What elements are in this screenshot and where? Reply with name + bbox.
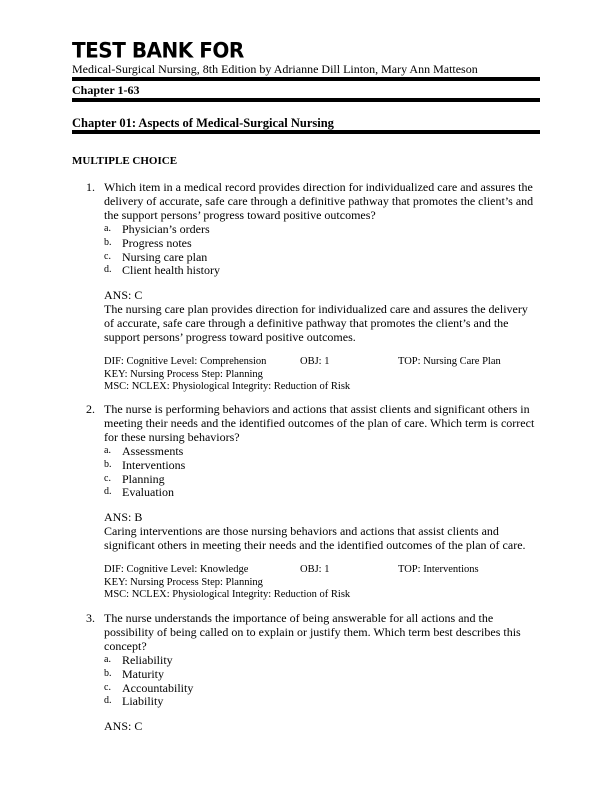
option-letter: b. xyxy=(104,236,112,248)
question-3 xyxy=(72,611,540,733)
option-text: Liability xyxy=(122,694,164,709)
difficulty: DIF: Cognitive Level: Knowledge xyxy=(104,564,249,576)
option-text: Planning xyxy=(122,471,165,486)
option-letter: d. xyxy=(104,264,112,276)
option-letter: d. xyxy=(104,695,112,707)
book-subtitle: Medical-Surgical Nursing, 8th Edition by Adrianne Dill Linton, Mary Ann Matteson xyxy=(72,62,478,76)
option-b xyxy=(104,458,540,472)
chapter-range: Chapter 1-63 xyxy=(72,83,140,97)
question-2 xyxy=(72,402,540,602)
chapter-rule xyxy=(72,130,540,134)
option-d xyxy=(104,485,540,499)
option-c xyxy=(104,681,540,695)
option-c xyxy=(104,472,540,486)
answer-key: ANS: C xyxy=(104,288,143,303)
misc: MSC: NCLEX: Physiological Integrity: Reduction of Risk xyxy=(104,589,351,601)
option-text: Physician’s orders xyxy=(122,222,210,236)
option-text: Interventions xyxy=(122,457,186,472)
option-d xyxy=(104,263,540,277)
section-label: MULTIPLE CHOICE xyxy=(72,155,178,167)
option-text: Maturity xyxy=(122,666,164,681)
header-rule-bottom xyxy=(72,98,540,102)
option-a xyxy=(104,653,540,667)
question-number: 2. xyxy=(86,402,95,416)
objective: OBJ: 1 xyxy=(300,564,330,576)
question-stem: Which item in a medical record provides direction for individualized care and assures the delivery of accurate, safe care through a definitive pathway that promotes the client’s and the support persons’ progress toward positive outcomes? xyxy=(104,180,534,222)
option-text: Nursing care plan xyxy=(122,249,208,264)
option-letter: a. xyxy=(104,445,111,456)
option-text: Assessments xyxy=(122,444,184,458)
keyword: KEY: Nursing Process Step: Planning xyxy=(104,576,263,588)
question-1 xyxy=(72,180,540,394)
option-a xyxy=(104,444,540,458)
question-number: 3. xyxy=(86,611,95,625)
question-stem: The nurse is performing behaviors and actions that assist clients and significant others in meeting their needs and the identified outcomes of the plan of care. Which term is correct for these nursing behaviors? xyxy=(104,402,535,444)
rationale: The nursing care plan provides direction for individualized care and assures the delivery of accurate, safe care through a definitive pathway that promotes the client’s and the support persons’ progress toward positive outcomes. xyxy=(104,302,528,345)
option-d xyxy=(104,694,540,708)
rationale: Caring interventions are those nursing behaviors and actions that assist clients and significant others in meeting their needs and the identified outcomes of the plan of care. xyxy=(104,524,526,553)
question-number: 1. xyxy=(86,180,95,194)
question-metadata xyxy=(104,356,540,394)
option-letter: b. xyxy=(104,667,112,679)
option-letter: c. xyxy=(104,681,111,693)
topic: TOP: Interventions xyxy=(398,564,479,576)
keyword: KEY: Nursing Process Step: Planning xyxy=(104,368,263,380)
option-b xyxy=(104,236,540,250)
option-letter: c. xyxy=(104,250,111,262)
objective: OBJ: 1 xyxy=(300,356,330,368)
option-text: Client health history xyxy=(122,263,220,278)
option-c xyxy=(104,250,540,264)
chapter-title: Chapter 01: Aspects of Medical-Surgical Nursing xyxy=(72,116,334,130)
answer-key: ANS: B xyxy=(104,510,143,525)
option-letter: a. xyxy=(104,654,111,665)
question-metadata xyxy=(104,564,540,602)
option-text: Progress notes xyxy=(122,235,192,250)
option-text: Reliability xyxy=(122,653,173,667)
option-text: Evaluation xyxy=(122,485,174,500)
topic: TOP: Nursing Care Plan xyxy=(398,356,501,368)
option-a xyxy=(104,222,540,236)
option-letter: c. xyxy=(104,472,111,484)
brand-title: TEST BANK FOR xyxy=(72,37,244,63)
misc: MSC: NCLEX: Physiological Integrity: Reduction of Risk xyxy=(104,381,351,393)
option-letter: b. xyxy=(104,458,112,470)
header-rule-top xyxy=(72,77,540,81)
option-letter: d. xyxy=(104,486,112,498)
answer-key: ANS: C xyxy=(104,719,143,734)
question-stem: The nurse understands the importance of being answerable for all actions and the possibility of being called on to explain or justify them. Which term best describes this concept? xyxy=(104,611,521,653)
difficulty: DIF: Cognitive Level: Comprehension xyxy=(104,356,267,368)
option-letter: a. xyxy=(104,223,111,234)
option-b xyxy=(104,667,540,681)
option-text: Accountability xyxy=(122,680,194,695)
